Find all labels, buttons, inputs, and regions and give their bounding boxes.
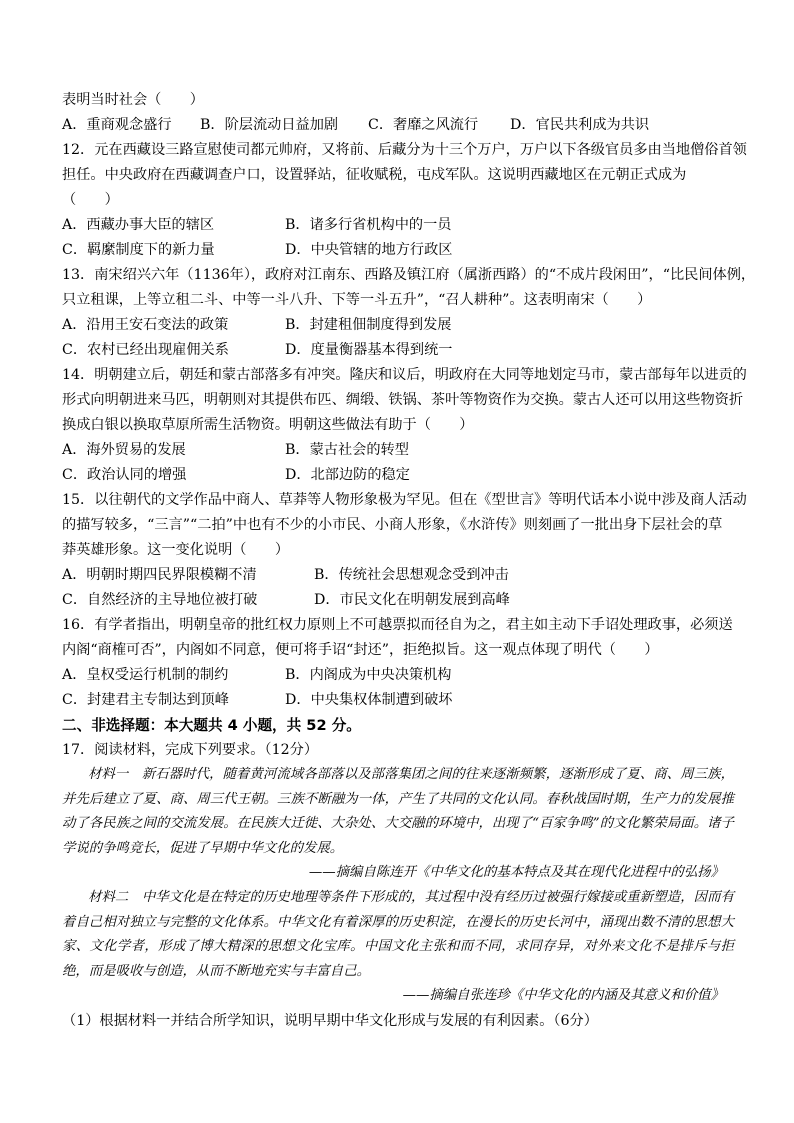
- q16-options-row2: [62, 688, 736, 713]
- q11-option-c: C．奢靡之风流行: [368, 117, 479, 133]
- q15-stem-line3: 莽英雄形象。这一变化说明（ ）: [62, 542, 290, 558]
- q15-options-row1: [62, 563, 736, 588]
- q12-stem-line1: 12．元在西藏设三路宣慰使司都元帅府，又将前、后藏分为十三个万户，万户以下各级官员多由当地僧俗首领: [62, 142, 747, 158]
- q14-options-row1: [62, 438, 736, 463]
- q16-option-b: B．内阁成为中央决策机构: [285, 667, 452, 683]
- q15-stem-line2: 的描写较多，“三言”“二拍”中也有不少的小市民、小商人形象，《水浒传》则刻画了一批出身下层社会的草: [62, 517, 723, 533]
- q11-stem-end: 表明当时社会（ ）: [62, 92, 204, 108]
- q13-options-row1: [62, 313, 736, 338]
- q14-stem-line1: 14．明朝建立后，朝廷和蒙古部落多有冲突。隆庆和议后，明政府在大同等地划定马市，蒙古部每年以进贡的: [62, 367, 747, 383]
- q13-stem-line2: 只立租课，上等立租二斗、中等一斗八升、下等一斗五升”，“召人耕种”。这表明南宋（ ）: [62, 292, 652, 308]
- q13-option-d: D．度量衡器基本得到统一: [285, 342, 453, 358]
- q11-options: [62, 113, 736, 138]
- exam-page: [62, 88, 756, 1034]
- q17-material-2: 材料二 中华文化是在特定的历史地理等条件下形成的，其过程中没有经历过被强行嫁接或重新塑造，因而有着自己相对独立与完整的文化体系。中华文化有着深厚的历史积淀，在漫长的历史长河中，涌现出数不清的思想大家、文化学者，形成了博大精深的思想文化宝库。中国文化主张和而不同，求同存异，对外来文化不是排斥与拒绝，而是吸收与创造，从而不断地充实与丰富自己。: [62, 889, 734, 979]
- q12-options-row1: [62, 213, 736, 238]
- q15-stem-line1: 15．以往朝代的文学作品中商人、草莽等人物形象极为罕见。但在《型世言》等明代话本小说中涉及商人活动: [62, 492, 747, 508]
- q13-option-a: A．沿用王安石变法的政策: [62, 317, 229, 333]
- q16-stem-line2: 内阁“商榷可否”，内阁如不同意，便可将手诏“封还”，拒绝拟旨。这一观点体现了明代（ ）: [62, 642, 659, 658]
- q14-options-row2: [62, 463, 736, 488]
- q15-option-c: C．自然经济的主导地位被打破: [62, 592, 258, 608]
- q12-option-b: B．诸多行省机构中的一员: [285, 217, 452, 233]
- q17-source-2: ——摘编自张连珍《中华文化的内涵及其意义和价值》: [402, 988, 724, 1004]
- q17-source-1: ——摘编自陈连开《中华文化的基本特点及其在现代化进程中的弘扬》: [308, 865, 724, 881]
- q13-stem-line1: 13．南宋绍兴六年（1136年），政府对江南东、西路及镇江府（属浙西路）的“不成片段闲田”，“比民间体例，: [62, 267, 756, 283]
- q16-option-d: D．中央集权体制遭到破坏: [285, 692, 453, 708]
- q12-stem-line3: （ ）: [62, 192, 119, 208]
- q15-option-d: D．市民文化在明朝发展到高峰: [314, 592, 510, 608]
- q17-stem: 17．阅读材料，完成下列要求。（12分）: [62, 742, 319, 758]
- q14-stem-line2: 形式向明朝进来马匹，明朝则对其提供布匹、绸缎、铁锅、茶叶等物资作为交换。蒙古人还可以用这些物资折: [62, 392, 744, 408]
- q16-option-a: A．皇权受运行机制的制约: [62, 667, 229, 683]
- q14-option-a: A．海外贸易的发展: [62, 442, 186, 458]
- q16-options-row1: [62, 663, 736, 688]
- q15-option-b: B．传统社会思想观念受到冲击: [314, 567, 509, 583]
- q12-stem-line2: 担任。中央政府在西藏调查户口，设置驿站，征收赋税，屯戍军队。这说明西藏地区在元朝正式成为: [62, 167, 687, 183]
- q11-option-d: D．官民共利成为共识: [510, 117, 650, 133]
- q12-option-d: D．中央管辖的地方行政区: [285, 242, 453, 258]
- q13-options-row2: [62, 338, 736, 363]
- q15-options-row2: [62, 588, 736, 613]
- q13-option-c: C．农村已经出现雇佣关系: [62, 342, 229, 358]
- q14-option-b: B．蒙古社会的转型: [285, 442, 409, 458]
- q14-option-c: C．政治认同的增强: [62, 467, 187, 483]
- q12-option-c: C．羁縻制度下的新力量: [62, 242, 215, 258]
- q11-option-a: A．重商观念盛行: [62, 117, 172, 133]
- q13-option-b: B．封建租佃制度得到发展: [285, 317, 452, 333]
- q16-stem-line1: 16．有学者指出，明朝皇帝的批红权力原则上不可越票拟而径自为之，君主如主动下手诏处理政事，必须送: [62, 617, 733, 633]
- q16-option-c: C．封建君主专制达到顶峰: [62, 692, 229, 708]
- q11-option-b: B．阶层流动日益加剧: [200, 117, 339, 133]
- q17-material-1: 材料一 新石器时代，随着黄河流域各部落以及部落集团之间的往来逐渐频繁，逐渐形成了夏、商、周三族，并先后建立了夏、商、周三代王朝。三族不断融为一体，产生了共同的文化认同。春秋战国时期，生产力的发展推动了各民族之间的交流发展。在民族大迁徙、大杂处、大交融的环境中，出现了“百家争鸣”的文化繁荣局面。诸子学说的争鸣竞长，促进了早期中华文化的发展。: [62, 767, 734, 856]
- q14-stem-line3: 换成白银以换取草原所需生活物资。明朝这些做法有助于（ ）: [62, 417, 474, 433]
- q17-subquestion-1: （1）根据材料一并结合所学知识，说明早期中华文化形成与发展的有利因素。（6分）: [62, 1012, 598, 1029]
- q12-options-row2: [62, 238, 736, 263]
- q15-option-a: A．明朝时期四民界限模糊不清: [62, 567, 257, 583]
- section-heading: 二、非选择题：本大题共 4 小题，共 52 分。: [62, 717, 361, 734]
- q14-option-d: D．北部边防的稳定: [285, 467, 410, 483]
- q12-option-a: A．西藏办事大臣的辖区: [62, 217, 215, 233]
